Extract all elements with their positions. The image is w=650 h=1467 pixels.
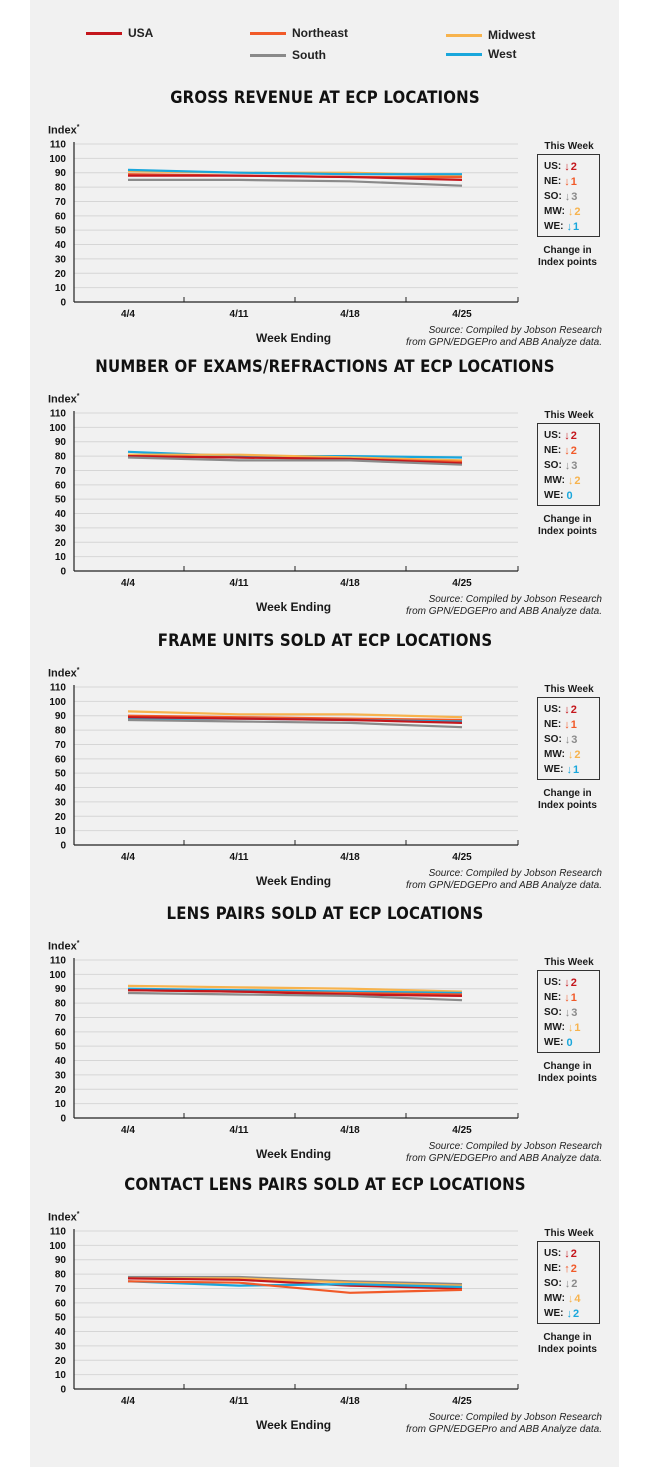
change-note-line-1: Change in <box>543 245 592 256</box>
x-axis-title: Week Ending <box>256 1147 332 1161</box>
plot-area <box>0 904 650 1169</box>
change-value: 2 <box>570 1262 577 1275</box>
arrow-down-icon: ↓ <box>564 190 571 203</box>
this-week-label: This Week <box>544 684 594 695</box>
x-axis-title: Week Ending <box>256 331 332 345</box>
x-tick-label: 4/11 <box>229 852 249 863</box>
source-line-1: Source: Compiled by Jobson Research <box>428 1141 602 1152</box>
change-region-label: NE: <box>544 719 562 730</box>
y-tick-label: 20 <box>54 537 66 549</box>
change-value: 2 <box>574 205 581 218</box>
change-region-label: SO: <box>544 1007 562 1018</box>
y-tick-label: 110 <box>49 408 66 420</box>
legend-item-usa <box>86 26 153 40</box>
arrow-down-icon: ↓ <box>564 1247 570 1260</box>
arrow-down-icon: ↓ <box>567 1021 574 1034</box>
y-axis-title-text: Index <box>48 1211 77 1224</box>
x-tick-label: 4/4 <box>121 578 135 589</box>
y-tick-label: 80 <box>54 182 66 194</box>
change-value: 2 <box>572 1307 580 1320</box>
legend-item-midwest <box>446 28 535 42</box>
change-value: 2 <box>570 976 577 989</box>
legend-label: Northeast <box>292 26 349 40</box>
y-tick-label: 20 <box>54 1084 66 1096</box>
x-tick-label: 4/11 <box>229 1396 249 1407</box>
y-tick-label: 80 <box>54 451 66 463</box>
y-tick-label: 110 <box>49 682 66 694</box>
chart-title: GROSS REVENUE AT ECP LOCATIONS <box>170 88 480 108</box>
arrow-down-icon: ↓ <box>567 205 574 218</box>
this-week-label: This Week <box>544 957 594 968</box>
y-tick-label: 50 <box>54 494 66 506</box>
change-note-line-2: Index points <box>538 800 597 811</box>
change-value: 3 <box>571 190 578 203</box>
y-tick-label: 40 <box>54 1056 66 1068</box>
legend-swatch <box>86 32 122 35</box>
x-tick-label: 4/25 <box>452 852 472 863</box>
y-tick-label: 0 <box>60 1113 66 1125</box>
y-axis-title-text: Index <box>48 940 77 953</box>
y-tick-label: 100 <box>49 153 66 165</box>
change-note-line-2: Index points <box>538 526 597 537</box>
x-tick-label: 4/4 <box>121 852 135 863</box>
y-tick-label: 70 <box>54 1283 66 1295</box>
legend-label: West <box>488 47 517 61</box>
source-line-1: Source: Compiled by Jobson Research <box>428 1412 602 1423</box>
y-tick-label: 90 <box>54 984 66 996</box>
change-value: 4 <box>574 1292 581 1305</box>
change-value: 0 <box>566 1036 573 1049</box>
change-value: 0 <box>566 489 573 502</box>
chart-title: NUMBER OF EXAMS/REFRACTIONS AT ECP LOCATIONS <box>95 357 555 377</box>
change-note-line-1: Change in <box>543 514 592 525</box>
change-region-label: WE: <box>544 221 564 232</box>
y-tick-label: 30 <box>54 1341 66 1353</box>
change-value: 1 <box>574 1021 581 1034</box>
change-note-line-1: Change in <box>543 1061 592 1072</box>
x-tick-label: 4/4 <box>121 1125 135 1136</box>
y-tick-label: 50 <box>54 225 66 237</box>
change-value: 2 <box>574 748 581 761</box>
series-line-south <box>128 180 462 186</box>
change-region-label: SO: <box>544 1278 562 1289</box>
arrow-down-icon: ↓ <box>564 429 570 442</box>
y-tick-label: 60 <box>54 754 66 766</box>
change-region-label: MW: <box>544 1293 565 1304</box>
change-region-label: SO: <box>544 460 562 471</box>
legend-label: Midwest <box>488 28 536 42</box>
arrow-down-icon: ↓ <box>564 1277 571 1290</box>
chart-4 <box>0 904 650 1169</box>
y-tick-label: 0 <box>60 297 66 309</box>
y-tick-label: 90 <box>54 437 66 449</box>
y-axis-title-mark: * <box>76 1211 80 1218</box>
y-tick-label: 80 <box>54 725 66 737</box>
change-value: 1 <box>570 991 577 1004</box>
change-note-line-2: Index points <box>538 1344 597 1355</box>
y-tick-label: 80 <box>54 1269 66 1281</box>
x-tick-label: 4/11 <box>229 578 249 589</box>
this-week-label: This Week <box>544 1228 594 1239</box>
source-line-1: Source: Compiled by Jobson Research <box>428 594 602 605</box>
x-tick-label: 4/25 <box>452 1125 472 1136</box>
change-value: 1 <box>572 763 580 776</box>
change-region-label: US: <box>544 430 562 441</box>
y-tick-label: 40 <box>54 240 66 252</box>
y-tick-label: 10 <box>54 552 66 564</box>
y-tick-label: 60 <box>54 211 66 223</box>
this-week-label: This Week <box>544 410 594 421</box>
y-tick-label: 110 <box>49 1226 66 1238</box>
arrow-down-icon: ↓ <box>564 718 570 731</box>
legend-item-northeast <box>250 26 348 40</box>
arrow-down-icon: ↓ <box>564 1006 571 1019</box>
source-line-2: from GPN/EDGEPro and ABB Analyze data. <box>405 1153 602 1164</box>
y-tick-label: 100 <box>49 696 66 708</box>
y-tick-label: 10 <box>54 1099 66 1111</box>
chart-1 <box>0 88 650 353</box>
y-tick-label: 90 <box>54 168 66 180</box>
y-axis-title-text: Index <box>48 124 77 137</box>
arrow-down-icon: ↓ <box>564 733 571 746</box>
source-line-2: from GPN/EDGEPro and ABB Analyze data. <box>405 337 602 348</box>
arrow-down-icon: ↓ <box>567 474 574 487</box>
chart-2 <box>0 357 650 622</box>
change-note-line-2: Index points <box>538 257 597 268</box>
source-line-1: Source: Compiled by Jobson Research <box>428 868 602 879</box>
y-tick-label: 60 <box>54 480 66 492</box>
change-note-line-2: Index points <box>538 1073 597 1084</box>
legend-item-south <box>250 48 326 62</box>
change-region-label: NE: <box>544 992 562 1003</box>
change-region-label: US: <box>544 977 562 988</box>
change-region-label: SO: <box>544 734 562 745</box>
y-tick-label: 30 <box>54 797 66 809</box>
change-value: 3 <box>571 1006 578 1019</box>
y-tick-label: 110 <box>49 139 66 151</box>
y-axis-title-mark: * <box>76 667 80 674</box>
y-tick-label: 10 <box>54 1370 66 1382</box>
x-tick-label: 4/25 <box>452 1396 472 1407</box>
y-tick-label: 80 <box>54 998 66 1010</box>
change-value: 1 <box>570 175 577 188</box>
change-value: 2 <box>571 1277 578 1290</box>
x-axis-title: Week Ending <box>256 1418 332 1432</box>
x-tick-label: 4/11 <box>229 309 249 320</box>
chart-title: LENS PAIRS SOLD AT ECP LOCATIONS <box>166 904 484 924</box>
change-region-label: NE: <box>544 1263 562 1274</box>
plot-area <box>0 1175 650 1440</box>
source-line-2: from GPN/EDGEPro and ABB Analyze data. <box>405 606 602 617</box>
change-value: 2 <box>570 1247 577 1260</box>
legend-label: USA <box>128 26 154 40</box>
change-region-label: MW: <box>544 475 565 486</box>
plot-area <box>0 88 650 353</box>
y-tick-label: 90 <box>54 1255 66 1267</box>
y-tick-label: 20 <box>54 811 66 823</box>
y-axis-title-mark: * <box>76 393 80 400</box>
change-value: 3 <box>571 459 578 472</box>
y-tick-label: 30 <box>54 523 66 535</box>
change-region-label: NE: <box>544 445 562 456</box>
change-region-label: WE: <box>544 764 564 775</box>
legend-swatch <box>446 53 482 56</box>
y-tick-label: 10 <box>54 283 66 295</box>
plot-area <box>0 357 650 622</box>
y-tick-label: 100 <box>49 1240 66 1252</box>
change-note-line-1: Change in <box>543 788 592 799</box>
source-line-2: from GPN/EDGEPro and ABB Analyze data. <box>405 880 602 891</box>
y-tick-label: 100 <box>49 969 66 981</box>
y-tick-label: 100 <box>49 422 66 434</box>
legend-swatch <box>250 32 286 35</box>
x-tick-label: 4/4 <box>121 1396 135 1407</box>
x-tick-label: 4/11 <box>229 1125 249 1136</box>
x-tick-label: 4/25 <box>452 309 472 320</box>
x-tick-label: 4/4 <box>121 309 135 320</box>
y-tick-label: 50 <box>54 768 66 780</box>
change-value: 2 <box>574 474 581 487</box>
y-tick-label: 0 <box>60 566 66 578</box>
change-region-label: MW: <box>544 206 565 217</box>
chart-5 <box>0 1175 650 1440</box>
change-value: 3 <box>571 733 578 746</box>
y-tick-label: 10 <box>54 826 66 838</box>
change-region-label: US: <box>544 704 562 715</box>
change-region-label: MW: <box>544 1022 565 1033</box>
x-axis-title: Week Ending <box>256 600 332 614</box>
y-axis-title-mark: * <box>76 940 80 947</box>
change-region-label: NE: <box>544 176 562 187</box>
chart-3 <box>0 631 650 896</box>
arrow-down-icon: ↓ <box>567 1292 574 1305</box>
arrow-down-icon: ↓ <box>564 459 571 472</box>
change-value: 1 <box>572 220 580 233</box>
y-tick-label: 30 <box>54 254 66 266</box>
change-region-label: WE: <box>544 490 564 501</box>
change-note-line-1: Change in <box>543 1332 592 1343</box>
source-line-1: Source: Compiled by Jobson Research <box>428 325 602 336</box>
legend-item-west <box>446 47 516 61</box>
legend-swatch <box>250 54 286 57</box>
y-tick-label: 40 <box>54 1327 66 1339</box>
arrow-down-icon: ↓ <box>566 220 572 233</box>
change-region-label: SO: <box>544 191 562 202</box>
y-tick-label: 20 <box>54 268 66 280</box>
source-line-2: from GPN/EDGEPro and ABB Analyze data. <box>405 1424 602 1435</box>
y-axis-title-text: Index <box>48 393 77 406</box>
arrow-down-icon: ↓ <box>567 748 574 761</box>
change-value: 2 <box>570 444 577 457</box>
chart-title: FRAME UNITS SOLD AT ECP LOCATIONS <box>157 631 493 651</box>
y-tick-label: 50 <box>54 1312 66 1324</box>
y-tick-label: 0 <box>60 840 66 852</box>
plot-area <box>0 631 650 896</box>
change-region-label: US: <box>544 1248 562 1259</box>
arrow-down-icon: ↓ <box>566 1307 572 1320</box>
y-tick-label: 50 <box>54 1041 66 1053</box>
legend-label: South <box>292 48 326 62</box>
arrow-down-icon: ↓ <box>566 763 572 776</box>
arrow-down-icon: ↓ <box>564 976 570 989</box>
y-tick-label: 40 <box>54 783 66 795</box>
arrow-down-icon: ↓ <box>564 160 570 173</box>
x-tick-label: 4/18 <box>340 309 360 320</box>
y-tick-label: 70 <box>54 1012 66 1024</box>
arrow-down-icon: ↓ <box>564 444 570 457</box>
change-region-label: WE: <box>544 1308 564 1319</box>
change-value: 1 <box>570 718 577 731</box>
change-region-label: US: <box>544 161 562 172</box>
change-region-label: WE: <box>544 1037 564 1048</box>
change-value: 2 <box>570 160 577 173</box>
chart-title: CONTACT LENS PAIRS SOLD AT ECP LOCATIONS <box>124 1175 526 1195</box>
legend-swatch <box>446 34 482 37</box>
arrow-down-icon: ↓ <box>564 991 570 1004</box>
y-tick-label: 70 <box>54 465 66 477</box>
this-week-label: This Week <box>544 141 594 152</box>
y-tick-label: 60 <box>54 1027 66 1039</box>
arrow-down-icon: ↓ <box>564 703 570 716</box>
y-axis-title-text: Index <box>48 667 77 680</box>
x-tick-label: 4/25 <box>452 578 472 589</box>
y-tick-label: 60 <box>54 1298 66 1310</box>
x-tick-label: 4/18 <box>340 1396 360 1407</box>
y-tick-label: 40 <box>54 509 66 521</box>
x-tick-label: 4/18 <box>340 852 360 863</box>
y-axis-title-mark: * <box>76 124 80 131</box>
y-tick-label: 110 <box>49 955 66 967</box>
change-region-label: MW: <box>544 749 565 760</box>
y-tick-label: 0 <box>60 1384 66 1396</box>
change-value: 2 <box>570 429 577 442</box>
change-value: 2 <box>570 703 577 716</box>
y-tick-label: 20 <box>54 1355 66 1367</box>
x-axis-title: Week Ending <box>256 874 332 888</box>
legend <box>0 0 650 80</box>
arrow-up-icon: ↑ <box>564 1262 570 1275</box>
x-tick-label: 4/18 <box>340 578 360 589</box>
y-tick-label: 90 <box>54 711 66 723</box>
y-tick-label: 70 <box>54 739 66 751</box>
y-tick-label: 70 <box>54 196 66 208</box>
y-tick-label: 30 <box>54 1070 66 1082</box>
arrow-down-icon: ↓ <box>564 175 570 188</box>
x-tick-label: 4/18 <box>340 1125 360 1136</box>
